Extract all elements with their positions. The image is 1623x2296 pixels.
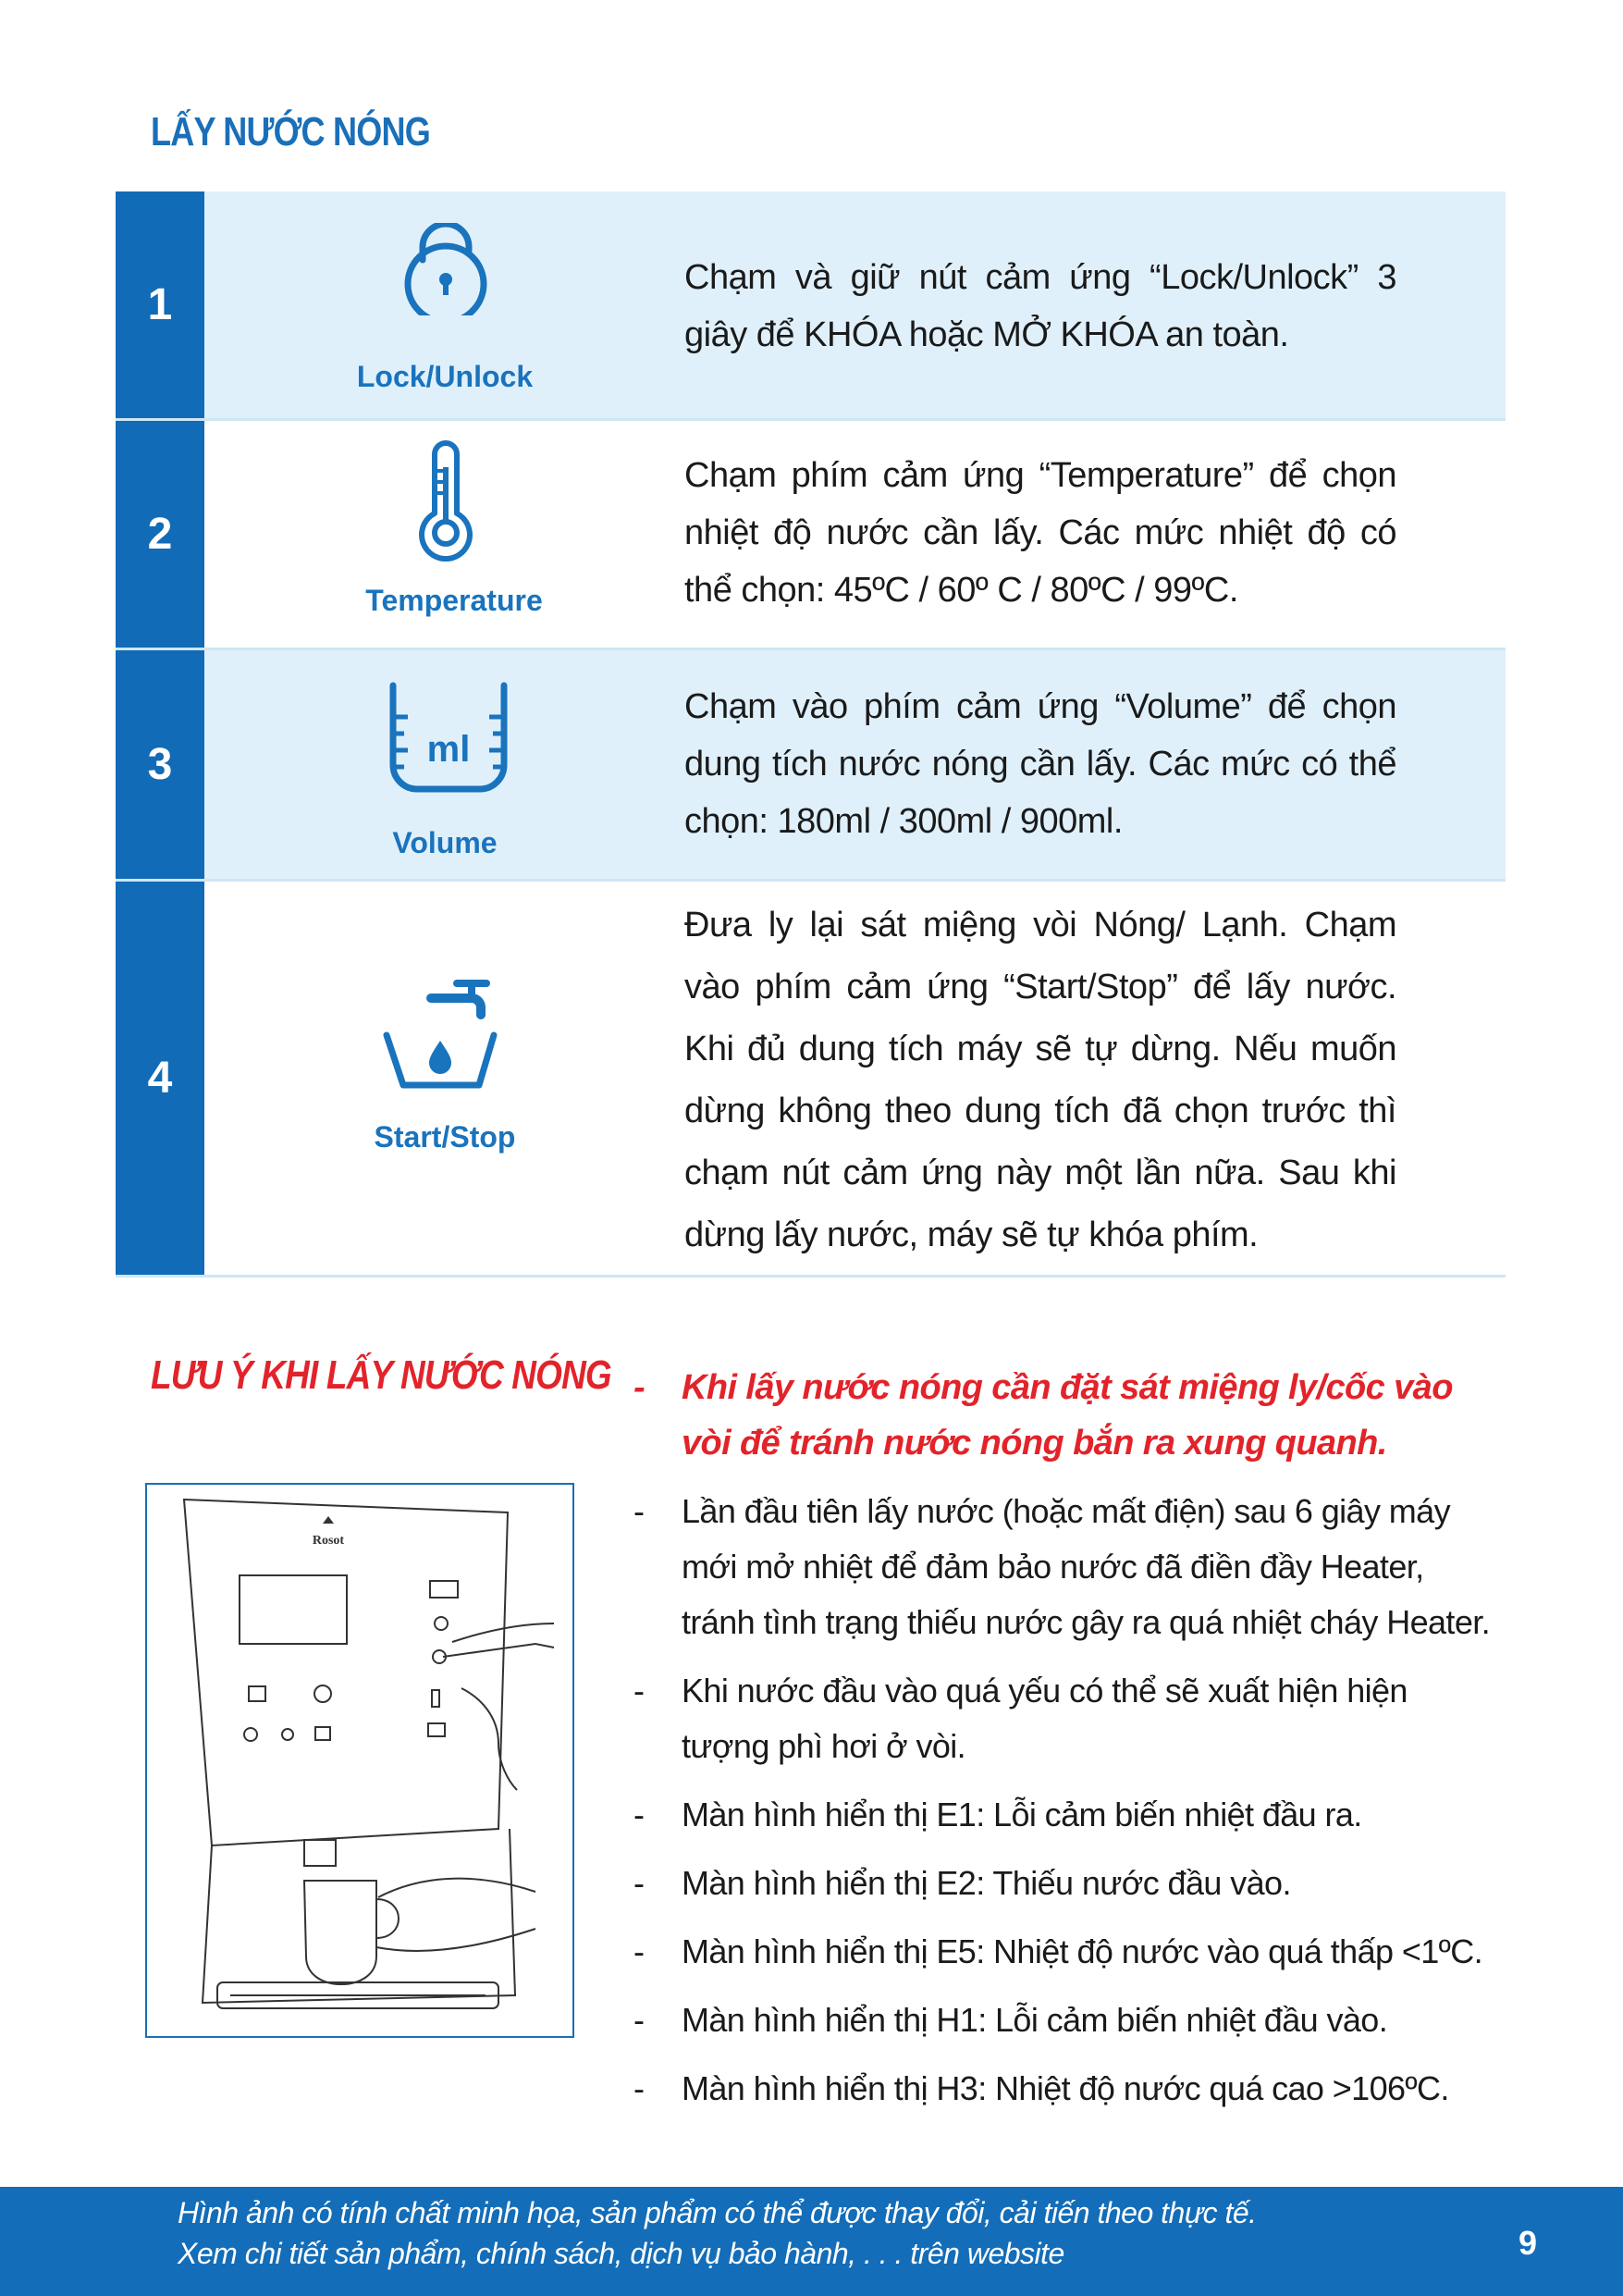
note-text: Lần đầu tiên lấy nước (hoặc mất điện) sau 6 giây máy mới mở nhiệt để đảm bảo nước đã điền đầy Heater, tránh tình trạng thiếu nước gây ra quá nhiệt cháy Heater. xyxy=(682,1492,1491,1641)
note-text: Khi nước đầu vào quá yếu có thể sẽ xuất hiện hiện tượng phì hơi ở vòi. xyxy=(682,1672,1408,1765)
step-icon-cell xyxy=(204,191,685,418)
notes-list xyxy=(633,1360,1498,2129)
list-item xyxy=(633,1484,1498,1650)
list-item xyxy=(633,1663,1498,1774)
step-number: 2 xyxy=(116,421,204,648)
step-text: Chạm phím cảm ứng “Temperature” để chọn nhiệt độ nước cần lấy. Các mức nhiệt độ có thể chọn: 45ºC / 60º C / 80ºC / 99ºC. xyxy=(684,456,1396,610)
note-text: Khi lấy nước nóng cần đặt sát miệng ly/cốc vào vòi để tránh nước nóng bắn ra xung quanh. xyxy=(682,1368,1453,1463)
step-icon-cell xyxy=(204,882,685,1275)
step-number: 4 xyxy=(116,882,204,1275)
step-icon-label: Temperature xyxy=(365,584,543,617)
note-text: Màn hình hiển thị E2: Thiếu nước đầu vào. xyxy=(682,1864,1291,1902)
bullet-dash: - xyxy=(633,1368,646,1407)
step-text: Chạm vào phím cảm ứng “Volume” để chọn dung tích nước nóng cần lấy. Các mức có thể chọn: 180ml / 300ml / 900ml. xyxy=(684,687,1396,841)
bullet-dash: - xyxy=(633,1492,645,1530)
thermometer-icon xyxy=(416,439,475,562)
page-footer xyxy=(0,2187,1623,2296)
steps-table xyxy=(116,191,1506,1278)
step-text: Chạm và giữ nút cảm ứng “Lock/Unlock” 3 giây để KHÓA hoặc MỞ KHÓA an toàn. xyxy=(684,258,1396,354)
faucet-icon xyxy=(383,976,503,1096)
step-row-3 xyxy=(116,650,1506,882)
bullet-dash: - xyxy=(633,2001,645,2039)
note-text: Màn hình hiển thị H3: Nhiệt độ nước quá cao >106ºC. xyxy=(682,2069,1449,2107)
step-row-2 xyxy=(116,421,1506,650)
list-item xyxy=(633,1360,1498,1471)
step-icon-label: Lock/Unlock xyxy=(356,360,534,393)
footer-website-note: Xem chi tiết sản phẩm, chính sách, dịch vụ bảo hành, . . . trên website xyxy=(178,2237,1064,2270)
step-icon-label: Volume xyxy=(392,826,498,859)
measuring-cup-icon xyxy=(384,680,513,795)
bullet-dash: - xyxy=(633,1672,645,1710)
step-text: Đưa ly lại sát miệng vòi Nóng/ Lạnh. Chạm vào phím cảm ứng “Start/Stop” để lấy nước. Khi đủ dung tích máy sẽ tự dừng. Nếu muốn dừng không theo dung tích đã chọn trước thì chạm nút cảm ứng này một lần nữa. Sau khi dừng lấy nước, máy sẽ tự khóa phím. xyxy=(684,906,1396,1254)
note-text: Màn hình hiển thị E5: Nhiệt độ nước vào quá thấp <1ºC. xyxy=(682,1932,1483,1970)
note-text: Màn hình hiển thị H1: Lỗi cảm biến nhiệt đầu vào. xyxy=(682,2001,1388,2039)
notes-title: LƯU Ý KHI LẤY NƯỚC NÓNG xyxy=(151,1352,611,1398)
svg-text:Rosot: Rosot xyxy=(312,1534,345,1548)
step-number: 3 xyxy=(116,650,204,879)
step-number: 1 xyxy=(116,191,204,418)
footer-disclaimer: Hình ảnh có tính chất minh họa, sản phẩm có thể được thay đổi, cải tiến theo thực tế. xyxy=(178,2196,1257,2229)
svg-text:ml: ml xyxy=(426,729,471,770)
section-title: LẤY NƯỚC NÓNG xyxy=(151,109,430,154)
water-dispenser-illustration xyxy=(145,1483,574,2038)
list-item xyxy=(633,1924,1498,1980)
list-item xyxy=(633,2061,1498,2117)
bullet-dash: - xyxy=(633,1796,645,1833)
list-item xyxy=(633,1787,1498,1843)
bullet-dash: - xyxy=(633,1864,645,1902)
step-row-1 xyxy=(116,191,1506,421)
step-icon-cell xyxy=(204,650,685,879)
bullet-dash: - xyxy=(633,1932,645,1970)
bullet-dash: - xyxy=(633,2069,645,2107)
step-icon-cell xyxy=(204,421,685,648)
step-icon-label: Start/Stop xyxy=(374,1120,516,1154)
note-text: Màn hình hiển thị E1: Lỗi cảm biến nhiệt đầu ra. xyxy=(682,1796,1362,1833)
step-row-4 xyxy=(116,882,1506,1278)
list-item xyxy=(633,1856,1498,1911)
dispenser-drawing xyxy=(147,1485,572,2036)
page-number: 9 xyxy=(1518,2224,1538,2262)
list-item xyxy=(633,1993,1498,2048)
lock-icon xyxy=(402,223,489,315)
